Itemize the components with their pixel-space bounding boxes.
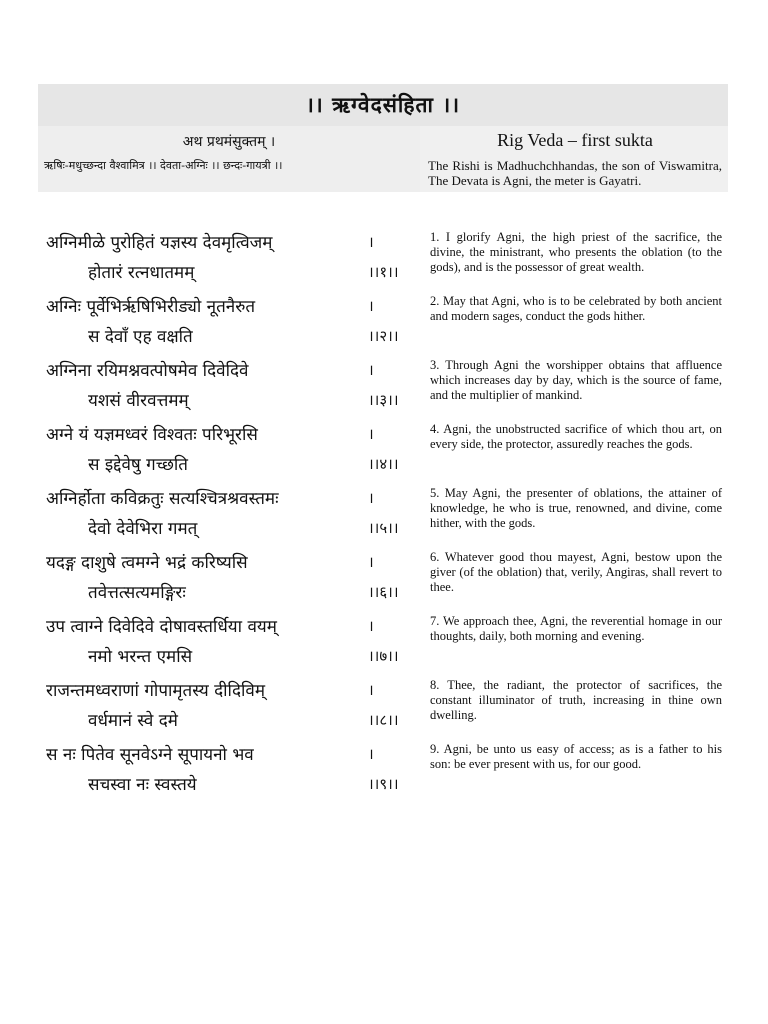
verse-translation: 8. Thee, the radiant, the protector of sacrifices, the constant illuminator of truth, increasing in thine own dwelling. [430,678,722,722]
verse-line-2: यशसं वीरवत्तमम् [88,391,189,411]
verse-list [38,222,728,798]
verse-9 [38,734,728,798]
document-header [38,84,728,192]
danda: । [368,297,374,315]
verse-translation: 5. May Agni, the presenter of oblations, the attainer of knowledge, he who is true, renowned, and divine, come hither, with the gods. [430,486,722,530]
verse-2 [38,286,728,350]
verse-number: ।।६।। [368,583,399,601]
verse-translation: 6. Whatever good thou mayest, Agni, bestow upon the giver (of the oblation) that, verily, Angiras, shall revert to thee. [430,550,722,594]
verse-4 [38,414,728,478]
header-sanskrit [38,126,420,192]
verse-number: ।।७।। [368,647,399,665]
header-row [38,126,728,192]
verse-line-2: स इद्देवेषु गच्छति [88,455,188,475]
verse-translation: 7. We approach thee, Agni, the reverential homage in our thoughts, daily, both morning and evening. [430,614,722,643]
rishi-devata-chhanda-sanskrit: ऋषिः-मधुच्छन्दा वैश्वामित्र ।। देवता-अग्निः ।। छन्दः-गायत्री ।। [44,159,283,172]
verse-number: ।।२।। [368,327,399,345]
verse-number: ।।१।। [368,263,399,281]
verse-line-2: वर्धमानं स्वे दमे [88,711,178,731]
verse-translation: 9. Agni, be unto us easy of access; as is a father to his son: be ever present with us, for our good. [430,742,722,771]
verse-7 [38,606,728,670]
verse-6 [38,542,728,606]
danda: । [368,617,374,635]
verse-line-1: अग्ने यं यज्ञमध्वरं विश्वतः परिभूरसि [46,425,258,445]
verse-line-1: अग्निर्होता कविक्रतुः सत्यश्चित्रश्रवस्तमः [46,489,279,509]
verse-8 [38,670,728,734]
verse-line-1: उप त्वाग्ने दिवेदिवे दोषावस्तर्धिया वयम् [46,617,277,637]
page-title: ।। ऋग्वेदसंहिता ।। [38,84,728,126]
verse-line-2: नमो भरन्त एमसि [88,647,193,667]
verse-translation: 3. Through Agni the worshipper obtains that affluence which increases day by day, which is the source of fame, and the multiplier of mankind. [430,358,722,402]
sukta-heading-sanskrit: अथ प्रथमंसुक्तम् । [182,134,276,150]
danda: । [368,553,374,571]
danda: । [368,361,374,379]
rishi-devata-meter-english: The Rishi is Madhuchchhandas, the son of Viswamitra, The Devata is Agni, the meter is Gayatri. [428,158,722,188]
danda: । [368,425,374,443]
verse-line-2: होतारं रत्नधातमम् [88,263,195,283]
verse-number: ।।८।। [368,711,399,729]
sukta-heading-english: Rig Veda – first sukta [497,130,653,150]
verse-translation: 1. I glorify Agni, the high priest of the sacrifice, the divine, the ministrant, who presents the oblation (to the gods), and is the possessor of great wealth. [430,230,722,274]
header-english [420,126,728,192]
verse-number: ।।५।। [368,519,399,537]
verse-3 [38,350,728,414]
danda: । [368,681,374,699]
verse-line-1: अग्निना रयिमश्नवत्पोषमेव दिवेदिवे [46,361,249,381]
verse-number: ।।९।। [368,775,399,793]
danda: । [368,489,374,507]
verse-number: ।।३।। [368,391,399,409]
verse-line-1: अग्निः पूर्वेभिर्ऋषिभिरीड्यो नूतनैरुत [46,297,256,317]
verse-number: ।।४।। [368,455,399,473]
verse-line-1: अग्निमीळे पुरोहितं यज्ञस्य देवमृत्विजम् [46,233,273,253]
verse-line-1: स नः पितेव सूनवेऽग्ने सूपायनो भव [46,745,254,765]
verse-translation: 4. Agni, the unobstructed sacrifice of which thou art, on every side, the protector, assuredly reaches the gods. [430,422,722,451]
verse-line-2: सचस्वा नः स्वस्तये [88,775,197,795]
verse-line-2: स देवाँ एह वक्षति [88,327,193,347]
verse-line-1: राजन्तमध्वराणां गोपामृतस्य दीदिविम् [46,681,266,701]
verse-1 [38,222,728,286]
verse-line-2: तवेत्तत्सत्यमङ्गिरः [88,583,186,603]
danda: । [368,233,374,251]
verse-5 [38,478,728,542]
verse-line-1: यदङ्ग दाशुषे त्वमग्ने भद्रं करिष्यसि [46,553,248,573]
verse-translation: 2. May that Agni, who is to be celebrated by both ancient and modern sages, conduct the gods hither. [430,294,722,323]
verse-line-2: देवो देवेभिरा गमत् [88,519,198,539]
danda: । [368,745,374,763]
